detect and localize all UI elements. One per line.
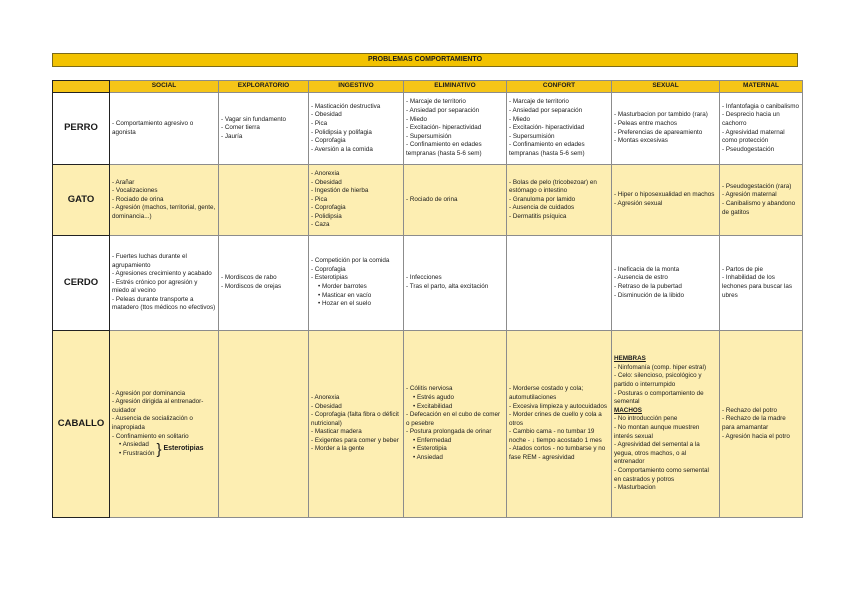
cell-gato-social <box>110 165 219 236</box>
header-sexual: SEXUAL <box>612 81 720 93</box>
cell-line: - Rociado de orina <box>406 195 458 203</box>
cell-gato-exploratorio <box>219 165 309 236</box>
cell-gato-confort <box>507 165 612 236</box>
row-label-cerdo: CERDO <box>53 236 110 331</box>
row-gato <box>53 165 803 236</box>
cell-line: - Montas excesivas <box>614 137 668 145</box>
cell-line: - Pica <box>311 119 328 127</box>
cell-line: - Infantofagia o canibalismo <box>722 102 800 110</box>
cell-perro-maternal <box>720 93 803 165</box>
behavior-problems-table <box>52 80 803 518</box>
cell-line: - Miedo <box>509 115 530 123</box>
cell-line: - Supersumisión <box>406 132 452 140</box>
header-row <box>53 81 803 93</box>
cell-caballo-maternal <box>720 331 803 518</box>
cell-line: - Aversión a la comida <box>311 145 373 153</box>
cell-subline: • Frustración <box>119 449 155 457</box>
cell-line: - Agresividad maternal como protección <box>722 128 785 145</box>
cell-subline: • Estrés agudo <box>413 393 455 401</box>
cell-cerdo-confort <box>507 236 612 331</box>
cell-cerdo-social <box>110 236 219 331</box>
header-exploratorio: EXPLORATORIO <box>219 81 309 93</box>
header-eliminativo: ELIMINATIVO <box>404 81 507 93</box>
cell-line: - Competición por la comida <box>311 257 390 265</box>
cell-line: - Coprofagia <box>311 265 346 273</box>
header-corner <box>53 81 110 93</box>
cell-subline: • Excitabilidad <box>413 402 453 410</box>
cell-line: - Cólitis nerviosa <box>406 385 453 393</box>
cell-line: - Vocalizaciones <box>112 187 158 195</box>
cell-line: - Agresión maternal <box>722 191 777 199</box>
caballo-elim-list <box>406 385 504 394</box>
cell-line: - Obesidad <box>311 402 342 410</box>
cell-line: - Ausencia de cuidados <box>509 204 575 212</box>
cell-line: - Confinamiento en solitario <box>112 432 189 440</box>
cell-line: - Coprofagia (falta fibra o déficit nutricional) <box>311 411 399 427</box>
cell-line: - Canibalismo y abandono de gatitos <box>722 200 796 216</box>
cell-line: - Ausencia de estro <box>614 274 668 282</box>
cell-line: - Rechazo del potro <box>722 406 777 414</box>
cell-line: - Masturbacion <box>614 484 656 492</box>
cell-line: - Coprofagia <box>311 204 346 212</box>
cell-line: - Masticación destructiva <box>311 102 381 110</box>
curly-brace-icon: } <box>156 441 162 459</box>
cell-line: - Caza <box>311 221 330 229</box>
caballo-social-sublist <box>112 441 154 458</box>
cell-line: - Ansiedad por separación <box>509 107 583 115</box>
caballo-elim-sublist-1 <box>406 394 504 411</box>
cell-subline: • Masticar en vacío <box>318 291 372 299</box>
cell-line: - Posturas o comportamiento de semental <box>614 389 704 406</box>
cell-line: - Disminución de la libido <box>614 291 684 299</box>
cell-line: - Atados cortos - no tumbarse y no fase REM - agresividad <box>509 445 606 462</box>
cell-caballo-exploratorio <box>219 331 309 518</box>
row-cerdo <box>53 236 803 331</box>
cell-line: - Coprofagia <box>311 137 346 145</box>
cell-line: - Celo: silencioso, psicológico y partido o interrumpido <box>614 372 702 389</box>
cell-caballo-confort <box>507 331 612 518</box>
cell-line: - Mordiscos de rabo <box>221 274 277 282</box>
cell-line: - Excesiva limpieza y autocuidados <box>509 402 607 410</box>
header-ingestivo: INGESTIVO <box>309 81 404 93</box>
cell-line: - Bolas de pelo (tricobezoar) en estómago o intestino <box>509 178 597 195</box>
cell-line: - Desprecio hacia un cachorro <box>722 111 780 127</box>
cell-cerdo-exploratorio <box>219 236 309 331</box>
cell-line: - Infecciones <box>406 274 442 282</box>
cell-gato-ingestivo <box>309 165 404 236</box>
cell-line: - Jauría <box>221 132 243 140</box>
cell-line: - Agresión (machos, territorial, gente, dominancia...) <box>112 204 216 220</box>
cell-line: - No introducción pene <box>614 415 678 423</box>
cell-line: - Fuertes luchas durante el agrupamiento <box>112 252 187 269</box>
cell-line: - Rechazo de la madre para amamantar <box>722 415 786 431</box>
cell-line: - Confinamiento en edades tempranas (hasta 5-6 sem) <box>406 141 482 157</box>
caballo-sexual-machos <box>614 415 717 492</box>
cell-perro-ingestivo <box>309 93 404 165</box>
row-perro <box>53 93 803 165</box>
cell-line: - Ingestión de hierba <box>311 187 369 195</box>
cell-line: - Tras el parto, alta excitación <box>406 283 489 290</box>
cell-line: - Confinamiento en edades tempranas (hasta 5-6 sem) <box>509 141 585 157</box>
cell-line: - Pseudogestación <box>722 145 775 153</box>
cell-line: - Esterotipias <box>311 274 348 282</box>
cell-caballo-eliminativo <box>404 331 507 518</box>
cerdo-ingestivo-list <box>311 257 401 283</box>
page-title: PROBLEMAS COMPORTAMIENTO <box>52 53 798 67</box>
cell-cerdo-ingestivo <box>309 236 404 331</box>
caballo-elim-mid <box>406 411 504 437</box>
cell-line: - Comportamiento agresivo o agonista <box>112 119 194 136</box>
cell-line: - Peleas entre machos <box>614 119 677 127</box>
cell-caballo-social <box>110 331 219 518</box>
cell-line: - Marcaje de territorio <box>406 98 466 106</box>
cell-cerdo-sexual <box>612 236 720 331</box>
cell-line: - Pica <box>311 195 328 203</box>
cell-perro-exploratorio <box>219 93 309 165</box>
cell-subline: • Morder barrotes <box>318 283 367 290</box>
cerdo-ingestivo-sublist <box>311 283 401 309</box>
cell-caballo-sexual <box>612 331 720 518</box>
cell-gato-sexual <box>612 165 720 236</box>
cell-line: - Retraso de la pubertad <box>614 283 682 290</box>
row-label-caballo: CABALLO <box>53 331 110 518</box>
cell-cerdo-maternal <box>720 236 803 331</box>
hembras-heading: HEMBRAS <box>614 355 646 363</box>
cell-line: - Agresividad del semental a la yegua, otros machos, o al entrenador <box>614 441 700 466</box>
cell-line: - Mordiscos de orejas <box>221 283 282 290</box>
cell-perro-sexual <box>612 93 720 165</box>
row-caballo <box>53 331 803 518</box>
header-maternal: MATERNAL <box>720 81 803 93</box>
header-social: SOCIAL <box>110 81 219 93</box>
cell-line: - Dermatitis psíquica <box>509 212 567 220</box>
cell-line: - Rociado de orina <box>112 195 164 203</box>
cell-line: - Excitación- hiperactividad <box>509 124 585 132</box>
cell-subline: • Ansiedad <box>413 454 443 462</box>
caballo-social-brace-group <box>112 441 216 458</box>
cell-line: - Polidipsia y polifagia <box>311 128 372 136</box>
cell-line: - Obesidad <box>311 111 342 119</box>
cell-gato-eliminativo <box>404 165 507 236</box>
cell-line: - Morder a la gente <box>311 445 365 453</box>
cell-line: - Agresión hacia el potro <box>722 432 790 440</box>
cell-line: - Pseudogestación (rara) <box>722 182 792 190</box>
cell-line: - Partos de pie <box>722 265 763 273</box>
cell-line: - Exigentes para comer y beber <box>311 436 399 444</box>
cell-line: - Defecación en el cubo de comer o pesebre <box>406 411 501 427</box>
caballo-sexual-hembras <box>614 364 717 407</box>
cell-line: - Preferencias de apareamiento <box>614 128 703 136</box>
cell-subline: • Ansiedad <box>119 441 149 449</box>
cell-perro-eliminativo <box>404 93 507 165</box>
header-confort: CONFORT <box>507 81 612 93</box>
cell-line: - Miedo <box>406 115 427 123</box>
cell-line: - Obesidad <box>311 178 342 186</box>
cell-line: - Morderse costado y cola; automutilaciones <box>509 385 584 401</box>
machos-heading: MACHOS <box>614 406 642 414</box>
brace-label: Esterotipias <box>163 445 204 453</box>
cell-line: - Inhabilidad de los lechones para buscar las ubres <box>722 274 793 299</box>
cell-line: - Vagar sin fundamento <box>221 115 286 123</box>
cell-line: - Cambio cama - no tumbar 19 noche - ↓ tiempo acostado 1 mes <box>509 428 602 444</box>
cell-line: - Postura prolongada de orinar <box>406 428 492 436</box>
row-label-perro: PERRO <box>53 93 110 165</box>
cell-cerdo-eliminativo <box>404 236 507 331</box>
cell-line: - Hiper o hiposexualidad en machos <box>614 191 715 199</box>
cell-perro-social <box>110 93 219 165</box>
cell-line: - Agresiones crecimiento y acabado <box>112 270 212 278</box>
cell-caballo-ingestivo <box>309 331 404 518</box>
cell-line: - Comportamiento como semental en castrados y potros <box>614 466 709 483</box>
row-label-gato: GATO <box>53 165 110 236</box>
cell-line: - Marcaje de territorio <box>509 98 569 106</box>
caballo-social-list <box>112 390 216 442</box>
cell-line: - No montan aunque muestren interés sexual <box>614 424 700 440</box>
cell-line: - Ansiedad por separación <box>406 107 480 115</box>
cell-line: - Masticar madera <box>311 428 362 436</box>
cell-line: - Masturbacion por tambido (rara) <box>614 111 708 119</box>
cell-line: - Ninfomanía (comp. hiper estral) <box>614 363 707 371</box>
cell-line: - Peleas durante transporte a matadero (ttos médicos no efectivos) <box>112 295 216 312</box>
cell-line: - Granuloma por lamido <box>509 195 576 203</box>
cell-line: - Morder crines de cuello y cola a otros <box>509 411 602 427</box>
caballo-elim-sublist-2 <box>406 437 504 463</box>
cell-line: - Agresión sexual <box>614 200 663 207</box>
cell-line: - Agresión dirigida al entrenador-cuidador <box>112 398 204 414</box>
cell-line: - Agresión por dominancia <box>112 389 186 397</box>
cell-perro-confort <box>507 93 612 165</box>
cell-line: - Ineficacia de la monta <box>614 265 680 273</box>
cell-line: - Ausencia de socialización o inapropiada <box>112 415 193 431</box>
cell-subline: • Hozar en el suelo <box>318 300 371 308</box>
cell-subline: • Enfermedad <box>413 436 452 444</box>
cell-gato-maternal <box>720 165 803 236</box>
cell-line: - Arañar <box>112 178 135 186</box>
cell-line: - Anorexia <box>311 393 340 401</box>
cell-subline: • Esterotipia <box>413 445 447 453</box>
cell-line: - Polidipsia <box>311 212 342 220</box>
cell-line: - Excitación- hiperactividad <box>406 124 482 132</box>
cell-line: - Comer tierra <box>221 124 260 132</box>
cell-line: - Estrés crónico por agresión y miedo al vecino <box>112 278 198 295</box>
cell-line: - Anorexia <box>311 169 340 177</box>
cell-line: - Supersumisión <box>509 132 555 140</box>
